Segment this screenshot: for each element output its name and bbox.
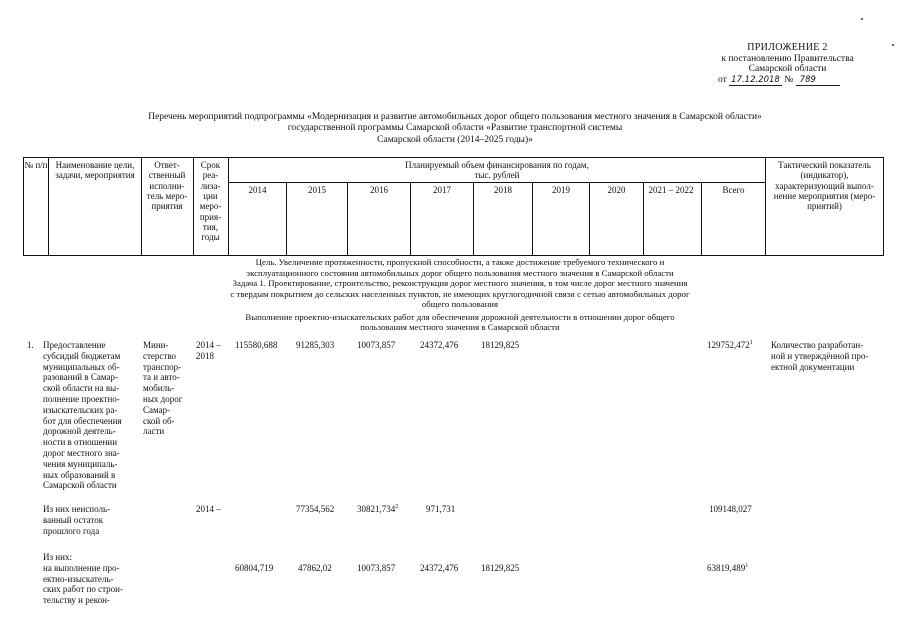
appendix-title: ПРИЛОЖЕНИЕ 2 <box>747 42 828 53</box>
row1-indicator <box>771 340 885 372</box>
scan-speck <box>861 18 863 20</box>
subtask-line-1: Выполнение проектно-изыскательских работ для обеспечения дорожной деятельности в отношении дорог общего <box>245 311 675 322</box>
goal-line-1: Цель. Увеличение протяженности, пропускной способности, а также достижение требуемого технического и <box>255 257 665 267</box>
row3-name-line: на выполнение про- <box>43 562 120 573</box>
row1-responsible-line: та и авто- <box>143 372 180 383</box>
row1-total-footnote: 1 <box>749 340 753 346</box>
row1-name-line: Предоставление <box>43 340 106 350</box>
header-year-2014: 2014 <box>248 185 267 195</box>
header-year-2018: 2018 <box>494 185 512 195</box>
grid-line <box>643 182 644 256</box>
header-total: Всего <box>722 185 745 195</box>
grid-line <box>228 157 229 256</box>
header-num: № п/п <box>24 160 48 170</box>
row1-total <box>707 340 753 351</box>
row2-name-line: Из них неисполь- <box>43 504 111 514</box>
row1-indicator-line: ной и утверждённой про- <box>771 350 869 361</box>
row1-2015: 91285,303 <box>296 340 335 350</box>
row1-responsible <box>143 340 193 437</box>
row1-name-line: субсидий бюджетам <box>43 350 121 361</box>
row1-term-line: 2018 <box>196 350 214 361</box>
appendix-line-1: к постановлению Правительства <box>721 53 854 64</box>
row1-2018: 18129,825 <box>481 340 520 350</box>
row2-term: 2014 – <box>196 504 221 514</box>
row1-responsible-line: ласти <box>143 426 165 437</box>
row3-name-line: тельству и рекон- <box>43 595 110 606</box>
row1-term-line: 2014 – <box>196 340 221 350</box>
row1-name-line: чения муниципаль- <box>43 458 118 469</box>
row2-2016-value: 30821,734 <box>357 504 396 514</box>
goal-section <box>150 257 770 333</box>
grid-line <box>23 255 883 256</box>
row3-name-line: ских работ по строи- <box>43 584 123 595</box>
header-year-2015: 2015 <box>308 185 326 195</box>
appendix-date-line <box>700 75 875 86</box>
row1-responsible-line: Самар- <box>143 404 171 415</box>
header-year-2016: 2016 <box>370 185 388 195</box>
row3-2015: 47862,02 <box>298 563 332 573</box>
date-value: 17.12.2018 <box>731 75 780 86</box>
header-year-2020: 2020 <box>607 185 626 195</box>
row1-responsible-line: транспор- <box>143 361 182 372</box>
row3-total-value: 63819,489 <box>707 563 746 573</box>
task-line-3: общего пользования <box>421 299 499 310</box>
grid-line <box>141 157 142 256</box>
grid-line <box>765 157 766 256</box>
grid-line <box>48 157 49 256</box>
row1-name-line: Самарской области <box>43 480 117 491</box>
row1-indicator-line: Количество разработан- <box>771 340 864 350</box>
row1-name-line: бот для обеспечения <box>43 415 122 426</box>
row1-responsible-line: стерство <box>143 350 177 361</box>
row1-name-line: разований в Самар- <box>43 372 118 383</box>
subtask-line-2: пользования местного значения в Самарской области <box>360 322 560 333</box>
row3-total-footnote: 1 <box>745 563 749 569</box>
header-year-2021-2022: 2021 – 2022 <box>648 185 694 195</box>
goal-line-2: эксплуатационного состояния автомобильных дорог общего пользования местного значения в Самарской области <box>246 267 674 278</box>
grid-line <box>23 157 883 158</box>
row1-name-line: ской области на вы- <box>43 383 120 394</box>
grid-line <box>23 157 24 256</box>
row2-name-line: ванный остаток <box>43 514 104 525</box>
task-line-2: с твердым покрытием до сельских населенных пунктов, не имеющих круглогодичной связи с сетью автомобильных дорог <box>230 288 690 299</box>
row1-2017: 24372,476 <box>420 340 459 350</box>
row3-2016: 10073,857 <box>357 563 396 573</box>
row1-responsible-line: мобиль- <box>143 383 175 394</box>
row1-name-line: изыскательских ра- <box>43 404 118 415</box>
row3-name <box>43 552 139 606</box>
row1-name-line: ных образований в <box>43 469 116 480</box>
row1-name <box>43 340 139 491</box>
row1-num: 1. <box>27 340 34 350</box>
row2-name-line: прошлого года <box>43 525 100 536</box>
row1-name-line: дорог местного зна- <box>43 447 120 458</box>
row3-2017: 24372,476 <box>420 563 459 573</box>
header-responsible: Ответ-ственный исполни-тель меро-приятия <box>146 160 188 212</box>
row1-name-line: ности в отношении <box>43 437 118 448</box>
scan-speck <box>892 44 894 46</box>
document-heading <box>60 112 850 146</box>
row1-2014: 115580,688 <box>235 340 278 350</box>
header-name: Наименование цели, задачи, мероприятия <box>55 160 135 181</box>
row3-name-line: ектно-изыскатель- <box>43 573 114 584</box>
row1-responsible-line: ных дорог <box>143 393 183 404</box>
grid-line <box>883 157 884 256</box>
appendix-block <box>700 42 875 86</box>
row2-2016-footnote: 2 <box>395 504 399 510</box>
funding-title: Планируемый объем финансирования по годам, <box>405 160 589 170</box>
row3-total <box>707 563 748 574</box>
row1-name-line: дорожной деятель- <box>43 426 116 437</box>
header-funding-title <box>232 160 762 181</box>
appendix-line-2: Самарской области <box>748 64 827 75</box>
row2-name <box>43 504 139 536</box>
heading-line-2: государственной программы Самарской области «Развитие транспортной системы <box>287 123 623 134</box>
row1-term <box>196 340 230 362</box>
number-prefix: № <box>784 75 794 86</box>
row3-name-line: Из них: <box>43 552 72 562</box>
row1-responsible-line: ской об- <box>143 415 175 426</box>
row2-2016 <box>357 504 398 515</box>
row2-2015: 77354,562 <box>296 504 335 514</box>
grid-line <box>193 157 194 256</box>
row1-total-value: 129752,472 <box>707 340 750 350</box>
task-line-1: Задача 1. Проектирование, строительство, реконструкция дорог местного значения, в том числе дорог местного значения <box>232 278 688 289</box>
row1-name-line: полнение проектно- <box>43 393 120 404</box>
row2-total: 109148,027 <box>709 504 752 514</box>
row1-responsible-line: Мини- <box>143 340 169 350</box>
heading-line-3: Самарской области (2014–2025 годы)» <box>377 134 533 145</box>
header-indicator: Тактический показатель (индикатор), характеризующий выпол-нение мероприятия (меро-приятий) <box>773 160 876 212</box>
heading-line-1: Перечень мероприятий подпрограммы «Модернизация и развитие автомобильных дорог общего пользования местного значения в Самарской области» <box>148 112 762 122</box>
funding-unit: тыс. рублей <box>474 170 520 181</box>
grid-line <box>228 182 765 183</box>
row1-2016: 10073,857 <box>357 340 396 350</box>
row1-name-line: муниципальных об- <box>43 361 120 372</box>
row1-indicator-line: ектной документации <box>771 361 855 372</box>
row3-2018: 18129,825 <box>481 563 520 573</box>
header-term: Срок реа-лиза-ции меро-прия-тия, годы <box>199 160 222 243</box>
date-prefix: от <box>718 75 727 86</box>
row2-2017: 971,731 <box>426 504 456 514</box>
header-year-2019: 2019 <box>552 185 570 195</box>
header-year-2017: 2017 <box>433 185 451 195</box>
number-value: 789 <box>796 75 840 86</box>
row3-2014: 60804,719 <box>235 563 274 573</box>
